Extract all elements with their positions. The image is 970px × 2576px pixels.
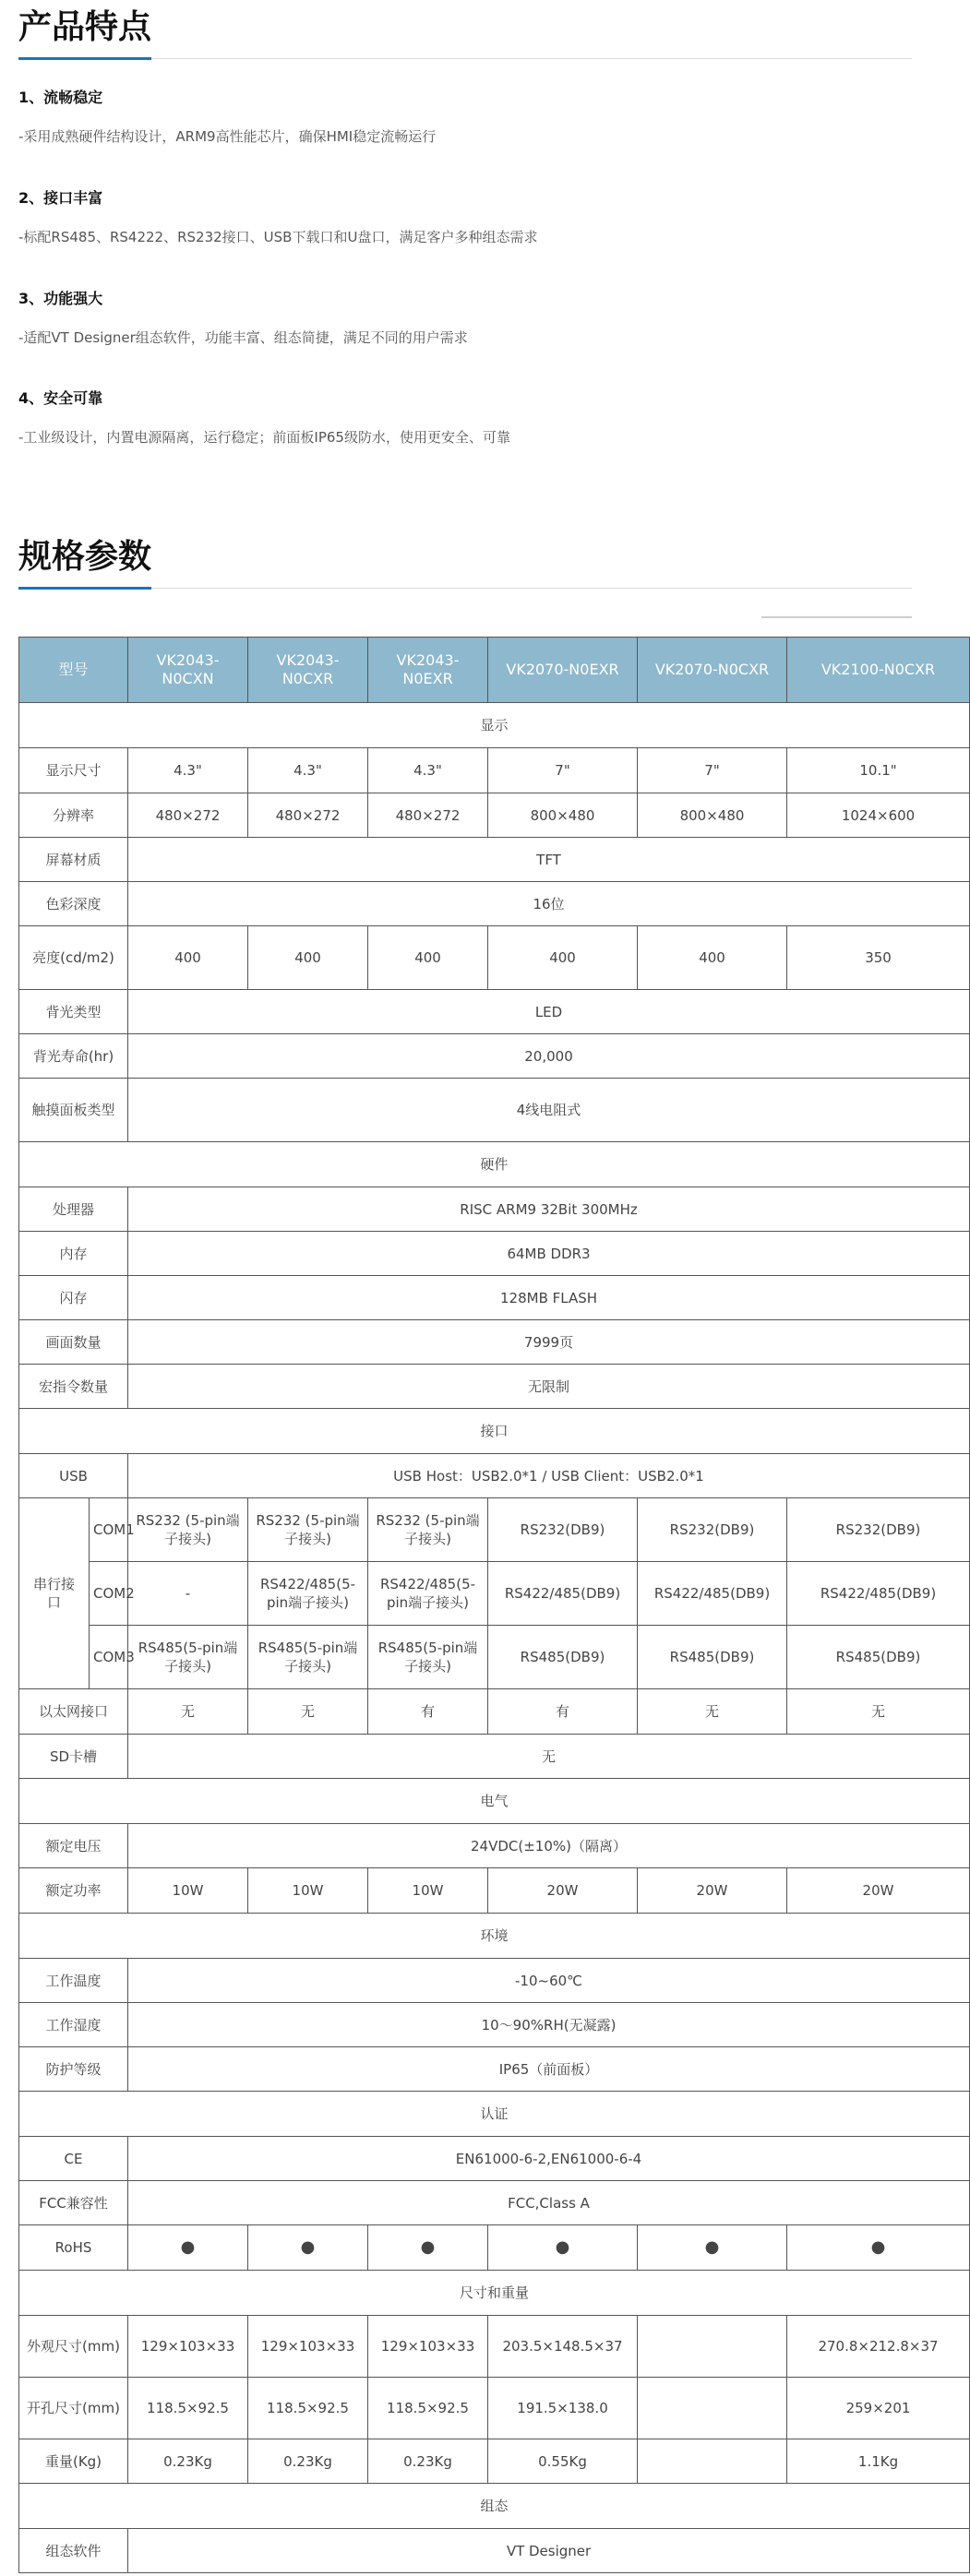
group-row xyxy=(19,703,970,748)
feature-desc: -采用成熟硬件结构设计，ARM9高性能芯片，确保HMI稳定流畅运行 xyxy=(18,128,437,145)
cell: 64MB DDR3 xyxy=(128,1232,970,1276)
cell: RS422/485(DB9) xyxy=(638,1562,787,1626)
cell: RS422/485(5-pin端子接头) xyxy=(248,1562,368,1626)
cell: 无限制 xyxy=(128,1365,970,1409)
model-label: 型号 xyxy=(19,638,128,703)
row-label: 显示尺寸 xyxy=(19,748,128,793)
cell: 203.5×148.5×37 xyxy=(488,2316,638,2378)
cell: 480×272 xyxy=(368,793,488,838)
table-row xyxy=(19,2003,970,2047)
group-row xyxy=(19,1779,970,1824)
cell: 191.5×138.0 xyxy=(488,2378,638,2439)
row-label: 工作湿度 xyxy=(19,2003,128,2047)
row-label: USB xyxy=(19,1454,128,1498)
group-label: 硬件 xyxy=(19,1142,970,1187)
cell: 129×103×33 xyxy=(128,2316,248,2378)
row-label: 色彩深度 xyxy=(19,882,128,926)
cell: 270.8×212.8×37 xyxy=(787,2316,970,2378)
cell: RS232(DB9) xyxy=(488,1498,638,1562)
table-row xyxy=(19,1232,970,1276)
cell: 无 xyxy=(128,1689,248,1735)
cell: EN61000-6-2,EN61000-6-4 xyxy=(128,2137,970,2181)
cell: RS422/485(5-pin端子接头) xyxy=(368,1562,488,1626)
table-row xyxy=(19,1735,970,1779)
group-row xyxy=(19,1409,970,1454)
cell: RS232 (5-pin端子接头) xyxy=(248,1498,368,1562)
row-label: 额定电压 xyxy=(19,1824,128,1868)
feature-title: 4、安全可靠 xyxy=(18,389,103,407)
row-label: 组态软件 xyxy=(19,2529,128,2573)
cell: RS485(5-pin端子接头) xyxy=(248,1626,368,1689)
rohs-dot: ● xyxy=(638,2225,787,2271)
cell: 0.23Kg xyxy=(128,2439,248,2484)
group-row xyxy=(19,2092,970,2137)
row-label: COM3 xyxy=(90,1626,128,1689)
row-label: 工作温度 xyxy=(19,1959,128,2003)
cell xyxy=(638,2378,787,2439)
table-row xyxy=(19,2529,970,2573)
row-label: CE xyxy=(19,2137,128,2181)
cell: 16位 xyxy=(128,882,970,926)
table-row xyxy=(19,1365,970,1409)
cell: 400 xyxy=(638,926,787,990)
row-label: 重量(Kg) xyxy=(19,2439,128,2484)
model-header: VK2100-N0CXR xyxy=(787,638,970,703)
row-label: 亮度(cd/m2) xyxy=(19,926,128,990)
group-row xyxy=(19,1914,970,1959)
cell: 400 xyxy=(248,926,368,990)
cell: 480×272 xyxy=(248,793,368,838)
feature-desc: -工业级设计，内置电源隔离，运行稳定；前面板IP65级防水，使用更安全、可靠 xyxy=(18,429,510,446)
feature-item xyxy=(18,288,904,349)
cell: 10W xyxy=(128,1868,248,1914)
row-label: 屏幕材质 xyxy=(19,838,128,882)
row-label: 触摸面板类型 xyxy=(19,1079,128,1142)
cell: RS232 (5-pin端子接头) xyxy=(368,1498,488,1562)
group-label: 电气 xyxy=(19,1779,970,1824)
cell: VT Designer xyxy=(128,2529,970,2573)
group-label: 显示 xyxy=(19,703,970,748)
rohs-dot: ● xyxy=(248,2225,368,2271)
table-row xyxy=(19,1868,970,1914)
cell: 20W xyxy=(638,1868,787,1914)
table-row xyxy=(19,990,970,1034)
cell: 无 xyxy=(638,1689,787,1735)
table-row xyxy=(19,793,970,838)
table-row xyxy=(19,1689,970,1735)
row-label: COM1 xyxy=(90,1498,128,1562)
cell: RS422/485(DB9) xyxy=(488,1562,638,1626)
spec-table-container[interactable] xyxy=(18,637,939,2573)
cell: 800×480 xyxy=(488,793,638,838)
model-header: VK2070-N0CXR xyxy=(638,638,787,703)
model-header: VK2043-N0CXR xyxy=(248,638,368,703)
table-row xyxy=(19,1276,970,1320)
table-row xyxy=(19,1959,970,2003)
cell: RS232 (5-pin端子接头) xyxy=(128,1498,248,1562)
row-label: 分辨率 xyxy=(19,793,128,838)
cell: 4.3" xyxy=(128,748,248,793)
cell: 有 xyxy=(368,1689,488,1735)
features-section-header xyxy=(18,6,912,59)
cell: 有 xyxy=(488,1689,638,1735)
feature-item xyxy=(18,388,904,448)
cell: FCC,Class A xyxy=(128,2181,970,2225)
feature-desc: -适配VT Designer组态软件，功能丰富、组态简捷，满足不同的用户需求 xyxy=(18,329,468,346)
row-label: 额定功率 xyxy=(19,1868,128,1914)
cell: -10~60℃ xyxy=(128,1959,970,2003)
cell: IP65（前面板） xyxy=(128,2047,970,2092)
rohs-dot: ● xyxy=(488,2225,638,2271)
cell: RS232(DB9) xyxy=(787,1498,970,1562)
cell: 400 xyxy=(368,926,488,990)
cell: RS232(DB9) xyxy=(638,1498,787,1562)
feature-item xyxy=(18,87,904,148)
cell: TFT xyxy=(128,838,970,882)
cell: RS485(DB9) xyxy=(787,1626,970,1689)
table-row xyxy=(19,2181,970,2225)
group-row xyxy=(19,1142,970,1187)
cell: 无 xyxy=(128,1735,970,1779)
cell: RS485(5-pin端子接头) xyxy=(128,1626,248,1689)
cell: USB Host：USB2.0*1 / USB Client：USB2.0*1 xyxy=(128,1454,970,1498)
group-label: 组态 xyxy=(19,2484,970,2529)
group-label: 接口 xyxy=(19,1409,970,1454)
cell: RS485(DB9) xyxy=(638,1626,787,1689)
feature-title: 2、接口丰富 xyxy=(18,189,103,207)
row-label: 外观尺寸(mm) xyxy=(19,2316,128,2378)
row-label: 背光类型 xyxy=(19,990,128,1034)
cell: 4.3" xyxy=(248,748,368,793)
cell: RS485(5-pin端子接头) xyxy=(368,1626,488,1689)
cell: 7" xyxy=(638,748,787,793)
cell: 20,000 xyxy=(128,1034,970,1079)
cell: 400 xyxy=(128,926,248,990)
table-row xyxy=(19,882,970,926)
feature-title: 1、流畅稳定 xyxy=(18,89,103,106)
rohs-dot: ● xyxy=(787,2225,970,2271)
cell: 118.5×92.5 xyxy=(368,2378,488,2439)
table-row xyxy=(19,2316,970,2378)
table-row xyxy=(19,1320,970,1365)
feature-title: 3、功能强大 xyxy=(18,290,103,307)
cell: 129×103×33 xyxy=(248,2316,368,2378)
table-row xyxy=(19,2047,970,2092)
feature-item xyxy=(18,187,904,248)
cell: 129×103×33 xyxy=(368,2316,488,2378)
cell: 20W xyxy=(787,1868,970,1914)
model-header: VK2043-N0EXR xyxy=(368,638,488,703)
group-label: 认证 xyxy=(19,2092,970,2137)
cell: 1024×600 xyxy=(787,793,970,838)
cell: 4.3" xyxy=(368,748,488,793)
cell xyxy=(638,2439,787,2484)
table-row xyxy=(19,748,970,793)
table-row xyxy=(19,2439,970,2484)
feature-desc: -标配RS485、RS4222、RS232接口、USB下载口和U盘口，满足客户多种组态需求 xyxy=(18,229,538,245)
rohs-dot: ● xyxy=(128,2225,248,2271)
table-row xyxy=(19,1498,970,1562)
row-label: 内存 xyxy=(19,1232,128,1276)
cell: 400 xyxy=(488,926,638,990)
table-row xyxy=(19,926,970,990)
row-label: FCC兼容性 xyxy=(19,2181,128,2225)
cell: 0.23Kg xyxy=(248,2439,368,2484)
horizontal-scrollbar[interactable] xyxy=(761,616,912,618)
cell: 10.1" xyxy=(787,748,970,793)
cell: 无 xyxy=(248,1689,368,1735)
cell: 7" xyxy=(488,748,638,793)
table-row xyxy=(19,2225,970,2271)
group-row xyxy=(19,2484,970,2529)
cell: 118.5×92.5 xyxy=(248,2378,368,2439)
cell: RS422/485(DB9) xyxy=(787,1562,970,1626)
specs-section-header xyxy=(18,535,912,589)
cell: 0.23Kg xyxy=(368,2439,488,2484)
table-row xyxy=(19,1562,970,1626)
cell: RISC ARM9 32Bit 300MHz xyxy=(128,1187,970,1232)
table-row xyxy=(19,1626,970,1689)
table-header-row xyxy=(19,638,970,703)
cell: 350 xyxy=(787,926,970,990)
table-row xyxy=(19,2137,970,2181)
cell: 800×480 xyxy=(638,793,787,838)
cell: 1.1Kg xyxy=(787,2439,970,2484)
row-label: 处理器 xyxy=(19,1187,128,1232)
cell: 10W xyxy=(248,1868,368,1914)
specs-title: 规格参数 xyxy=(18,537,151,590)
table-row xyxy=(19,1454,970,1498)
cell: 480×272 xyxy=(128,793,248,838)
cell: 无 xyxy=(787,1689,970,1735)
group-row xyxy=(19,2271,970,2316)
model-header: VK2070-N0EXR xyxy=(488,638,638,703)
cell xyxy=(638,2316,787,2378)
cell: 20W xyxy=(488,1868,638,1914)
row-label: 以太网接口 xyxy=(19,1689,128,1735)
cell: 0.55Kg xyxy=(488,2439,638,2484)
model-header: VK2043-N0CXN xyxy=(128,638,248,703)
row-label: SD卡槽 xyxy=(19,1735,128,1779)
row-label: 防护等级 xyxy=(19,2047,128,2092)
table-row xyxy=(19,2378,970,2439)
row-label: 开孔尺寸(mm) xyxy=(19,2378,128,2439)
cell: 128MB FLASH xyxy=(128,1276,970,1320)
row-label: 闪存 xyxy=(19,1276,128,1320)
rohs-dot: ● xyxy=(368,2225,488,2271)
cell: 7999页 xyxy=(128,1320,970,1365)
cell: 259×201 xyxy=(787,2378,970,2439)
group-label: 环境 xyxy=(19,1914,970,1959)
table-row xyxy=(19,838,970,882)
cell: RS485(DB9) xyxy=(488,1626,638,1689)
row-label: COM2 xyxy=(90,1562,128,1626)
cell: 4线电阻式 xyxy=(128,1079,970,1142)
table-row xyxy=(19,1824,970,1868)
row-label: 背光寿命(hr) xyxy=(19,1034,128,1079)
features-title: 产品特点 xyxy=(18,7,151,60)
cell: LED xyxy=(128,990,970,1034)
table-row xyxy=(19,1079,970,1142)
table-row xyxy=(19,1187,970,1232)
cell: 24VDC(±10%)（隔离） xyxy=(128,1824,970,1868)
cell: 10W xyxy=(368,1868,488,1914)
spec-table xyxy=(18,637,970,2573)
row-label: 宏指令数量 xyxy=(19,1365,128,1409)
cell: - xyxy=(128,1562,248,1626)
row-label: RoHS xyxy=(19,2225,128,2271)
row-label-serial: 串行接口 xyxy=(19,1498,90,1689)
cell: 10～90%RH(无凝露) xyxy=(128,2003,970,2047)
row-label: 画面数量 xyxy=(19,1320,128,1365)
group-label: 尺寸和重量 xyxy=(19,2271,970,2316)
table-row xyxy=(19,1034,970,1079)
cell: 118.5×92.5 xyxy=(128,2378,248,2439)
